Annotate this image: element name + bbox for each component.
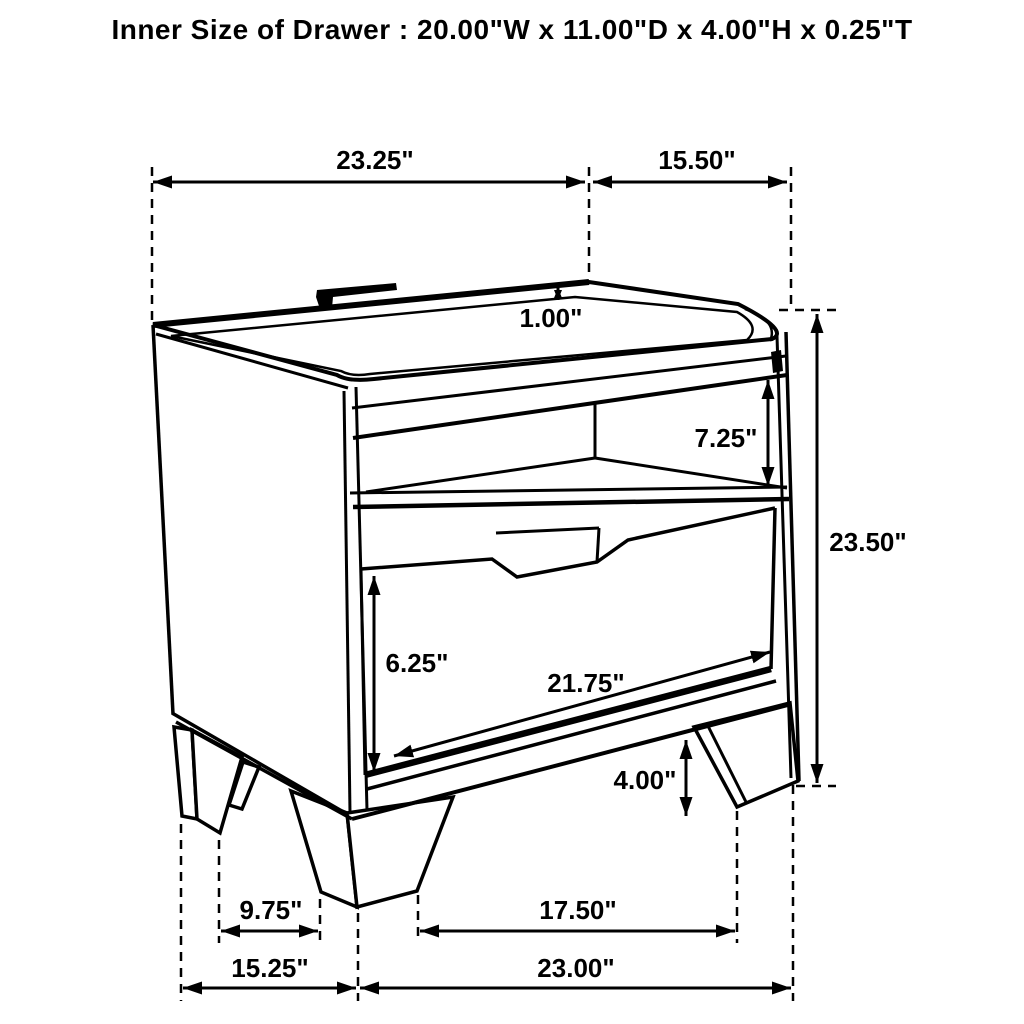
front-right-leg	[694, 703, 798, 807]
cubby-floor-right-edge	[595, 458, 787, 488]
dimension-front-leg-span	[418, 811, 737, 943]
base-width-label: 23.00"	[537, 953, 615, 983]
front-leg-span-label: 17.50"	[539, 895, 617, 925]
top-thickness-label: 1.00"	[519, 303, 583, 333]
open-shelf-cubby	[350, 404, 789, 507]
front-left-leg-front-face	[347, 797, 453, 907]
shelf-front-bottom-edge	[353, 499, 789, 507]
drawer-left-edge	[361, 569, 365, 775]
drawer-handle-side	[597, 528, 599, 562]
front-left-leg-side-face	[291, 791, 357, 907]
left-panel-back-edge	[153, 325, 173, 714]
cubby-floor-left-edge	[366, 458, 595, 492]
drawer-handle-lip	[496, 528, 599, 533]
shelf-height-label: 7.25"	[694, 423, 758, 453]
dimension-leg-height	[614, 740, 686, 816]
front-left-corner-outer	[344, 391, 350, 813]
drawer-height-label: 6.25"	[385, 648, 449, 678]
shelf-front-top-edge	[350, 487, 787, 493]
overall-height-label: 23.50"	[829, 527, 907, 557]
top-width-label: 23.25"	[336, 145, 414, 175]
drawer-right-edge	[771, 508, 775, 669]
dimension-shelf-height	[695, 380, 768, 486]
dimension-top-depth	[589, 145, 791, 309]
top-depth-label: 15.50"	[658, 145, 736, 175]
drawer-top-edge	[361, 508, 775, 577]
diagram-title: Inner Size of Drawer : 20.00"W x 11.00"D x 4.00"H x 0.25"T	[111, 14, 913, 45]
leg-height-label: 4.00"	[613, 765, 677, 795]
cabinet-top	[153, 282, 777, 380]
front-face	[352, 332, 799, 781]
dimension-side-leg-span	[219, 840, 320, 943]
base-depth-label: 15.25"	[231, 953, 309, 983]
legs	[174, 703, 798, 907]
drawer-width-label: 21.75"	[547, 668, 625, 698]
side-leg-span-label: 9.75"	[239, 895, 303, 925]
